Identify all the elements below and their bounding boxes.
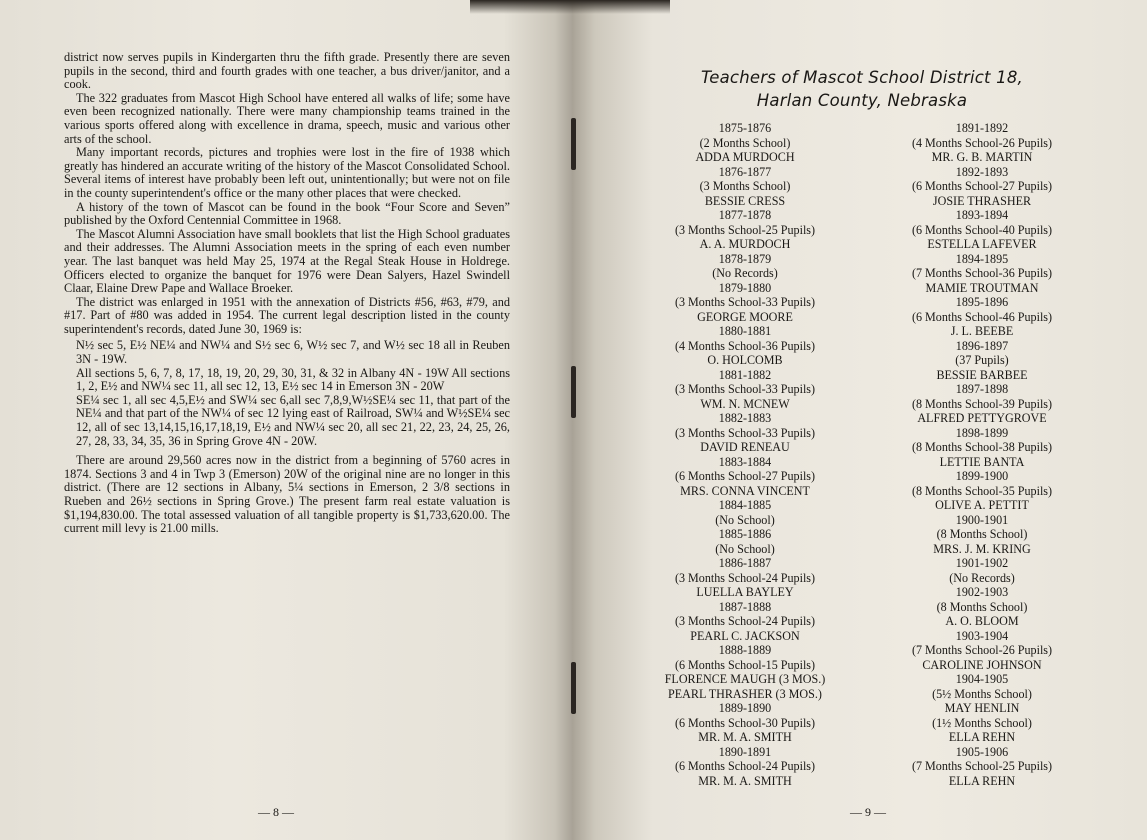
- paragraph: The district was enlarged in 1951 with the annexation of Districts #56, #63, #79, and #17. Part of #80 was added in 1954. The current legal description listed in the county superintendent's records, dated June 30, 1969 is:: [64, 294, 510, 336]
- teacher-entry: [640, 745, 850, 789]
- school-year: 1898-1899: [955, 425, 1009, 440]
- term-note: (6 Months School-27 Pupils): [911, 179, 1053, 193]
- term-note: (No School): [715, 541, 775, 556]
- paragraph: There are around 29,560 acres now in the district from a beginning of 5760 acres in 1874. Sections 3 and 4 in Twp 3 (Emerson) 20W of the original nine are no longer in this district. (There are 12 sections in Albany, 5¼ sections in Emerson, 2 3/8 sections in Rueben and 26½ sections in Spring Grove.) The present farm real estate valuation is $1,194,830.00. The total assessed valuation of all tangible property is $1,733,620.00. The current mill levy is 21.00 mills.: [64, 453, 510, 536]
- teacher-name: O. HOLCOMB: [707, 353, 783, 367]
- teacher-name: MR. M. A. SMITH: [698, 730, 792, 744]
- term-note: (3 Months School-33 Pupils): [674, 382, 816, 396]
- teacher-entry: [862, 295, 1102, 339]
- teacher-entry: [862, 208, 1102, 252]
- school-year: 1900-1901: [955, 512, 1009, 527]
- paragraph: Many important records, pictures and trophies were lost in the fire of 1938 which greatly has hindered an accurate writing of the history of the Mascot Consolidated School. Several items of interest have probably been left out, unintentionally; but were not on file in the county superintendent's office or the many other places that were checked.: [64, 145, 510, 200]
- school-year: 1882-1883: [718, 411, 772, 425]
- teacher-name: LUELLA BAYLEY: [696, 585, 794, 599]
- term-note: (1½ Months School): [932, 715, 1032, 730]
- school-year: 1875-1876: [718, 121, 772, 135]
- school-year: 1878-1879: [718, 251, 772, 266]
- teacher-entry: [862, 165, 1102, 209]
- teacher-entry: [640, 600, 850, 644]
- teacher-name: PEARL C. JACKSON: [690, 628, 800, 643]
- term-note: (3 Months School-33 Pupils): [674, 425, 816, 440]
- school-year: 1877-1878: [718, 208, 772, 222]
- term-note: (3 Months School): [699, 179, 791, 193]
- teacher-entry: [862, 469, 1102, 513]
- page-number: — 9 —: [850, 805, 886, 819]
- teacher-name: JOSIE THRASHER: [932, 193, 1032, 208]
- teacher-name: MAMIE TROUTMAN: [925, 280, 1039, 295]
- teacher-name: WM. N. MCNEW: [700, 396, 790, 411]
- term-note: (8 Months School): [936, 599, 1028, 614]
- teacher-name: ELLA REHN: [948, 773, 1016, 788]
- teacher-entry: [640, 121, 850, 165]
- teacher-name: J. L. BEEBE: [950, 324, 1014, 338]
- legal-line: All sections 5, 6, 7, 8, 17, 18, 19, 20, 29, 30, 31, & 32 in Albany 4N - 19W All sections 1, 2, E½ and NW¼ sec 11, all sec 12, 13, E½ sec 14 in Emerson 3N - 20W: [76, 365, 510, 394]
- term-note: (2 Months School): [699, 135, 791, 150]
- teacher-name: MRS. J. M. KRING: [933, 541, 1031, 556]
- teacher-name: ADDA MURDOCH: [695, 150, 795, 164]
- school-year: 1897-1898: [955, 382, 1009, 396]
- teacher-name: LETTIE BANTA: [939, 454, 1025, 469]
- term-note: (8 Months School): [936, 527, 1028, 541]
- term-note: (8 Months School-39 Pupils): [911, 396, 1053, 411]
- binding-staple: [571, 118, 576, 170]
- teacher-entry: [640, 252, 850, 281]
- term-note: (7 Months School-36 Pupils): [911, 266, 1053, 280]
- school-year: 1901-1902: [955, 556, 1009, 570]
- teacher-name: ESTELLA LAFEVER: [927, 237, 1037, 251]
- paragraph: A history of the town of Mascot can be found in the book “Four Score and Seven” published by the Oxford Centennial Committee in 1968.: [64, 199, 510, 228]
- paragraph: The 322 graduates from Mascot High School have entered all walks of life; some have even been recognized nationally. There were many championship teams trained in the various sports offered along with excellence in drama, speech, music and various other arts of the school.: [64, 90, 510, 146]
- school-year: 1905-1906: [955, 744, 1009, 759]
- teacher-name: PEARL THRASHER (3 MOS.): [668, 686, 822, 701]
- term-note: (8 Months School-35 Pupils): [911, 483, 1053, 498]
- teacher-name: BESSIE CRESS: [704, 193, 786, 208]
- teacher-entry: [640, 411, 850, 455]
- teacher-name: OLIVE A. PETTIT: [935, 498, 1029, 512]
- teacher-entry: [640, 701, 850, 745]
- teacher-entry: [640, 556, 850, 600]
- teacher-entry: [640, 324, 850, 368]
- teacher-name: ALFRED PETTYGROVE: [917, 411, 1047, 425]
- teacher-entry: [640, 643, 850, 701]
- page-number: — 8 —: [258, 805, 294, 819]
- school-year: 1893-1894: [955, 208, 1009, 222]
- teacher-entry: [640, 498, 850, 527]
- teacher-entry: [862, 629, 1102, 673]
- legal-line: SE¼ sec 1, all sec 4,5,E½ and SW¼ sec 6,all sec 7,8,9,W½SE¼ sec 11, that part of the NE¼ and that part of the NW¼ of sec 12 lying east of Railroad, SW¼ and W½SE¼ sec 12, all of sec 13,14,15,16,17,18,19, E½ and NW¼ sec 20, all sec 21, 22, 23, 24, 25, 26, 27, 28, 33, 34, 35, 36 in Spring Grove 4N - 20W.: [76, 392, 510, 448]
- term-note: (No Records): [949, 570, 1015, 585]
- term-note: (6 Months School-24 Pupils): [674, 759, 816, 773]
- school-year: 1895-1896: [955, 295, 1009, 309]
- school-year: 1890-1891: [718, 744, 772, 759]
- term-note: (4 Months School-36 Pupils): [674, 338, 816, 353]
- teacher-column-1: [640, 121, 850, 788]
- school-year: 1885-1886: [718, 527, 772, 541]
- title-line: Harlan County, Nebraska: [756, 91, 968, 110]
- term-note: (7 Months School-26 Pupils): [911, 643, 1053, 657]
- teacher-name: MR. M. A. SMITH: [698, 773, 792, 788]
- teacher-name: A. O. BLOOM: [945, 614, 1019, 628]
- binding-staple: [571, 366, 576, 418]
- paragraph: The Mascot Alumni Association have small booklets that list the High School graduates and their addresses. The Alumni Association meets in the spring of each even number year. The last banquet was held May 25, 1974 at the Regal Steak House in Holdrege. Officers elected to organize the banquet for 1976 were Dean Salyers, Hazel Swindell Claar, Elaine Drew Pape and Wallace Broeker.: [64, 226, 510, 296]
- school-year: 1883-1884: [718, 454, 772, 469]
- school-year: 1888-1889: [718, 643, 772, 657]
- teacher-column-2: [862, 121, 1102, 788]
- legal-description: [64, 339, 510, 448]
- term-note: (4 Months School-26 Pupils): [911, 135, 1053, 150]
- school-year: 1891-1892: [955, 121, 1009, 135]
- teacher-name: BESSIE BARBEE: [936, 367, 1028, 382]
- teacher-name: FLORENCE MAUGH (3 MOS.): [664, 672, 826, 686]
- term-note: (6 Months School-15 Pupils): [674, 657, 816, 672]
- school-year: 1887-1888: [718, 599, 772, 614]
- teacher-entry: [640, 165, 850, 209]
- term-note: (3 Months School-25 Pupils): [674, 222, 816, 237]
- legal-line: N½ sec 5, E½ NE¼ and NW¼ and S½ sec 6, W½ sec 7, and W½ sec 18 all in Reuben 3N - 19W.: [76, 338, 510, 367]
- teacher-name: MR. G. B. MARTIN: [931, 150, 1033, 164]
- teacher-name: A. A. MURDOCH: [699, 237, 791, 251]
- term-note: (37 Pupils): [955, 353, 1009, 367]
- term-note: (No School): [715, 512, 775, 527]
- teacher-name: ELLA REHN: [948, 730, 1016, 744]
- term-note: (5½ Months School): [932, 686, 1032, 701]
- school-year: 1881-1882: [718, 367, 772, 382]
- paragraph: district now serves pupils in Kindergarten thru the fifth grade. Presently there are seven pupils in the second, third and fourth grades with one teacher, a bus driver/janitor, and a cook.: [64, 50, 510, 92]
- teacher-name: DAVID RENEAU: [700, 440, 790, 454]
- teacher-entry: [640, 527, 850, 556]
- binding-shadow: [470, 0, 670, 14]
- teacher-entry: [640, 368, 850, 412]
- left-page-text: [64, 51, 510, 536]
- school-year: 1899-1900: [955, 469, 1009, 483]
- term-note: (6 Months School-30 Pupils): [674, 715, 816, 730]
- school-year: 1896-1897: [955, 338, 1009, 353]
- school-year: 1904-1905: [955, 672, 1009, 686]
- page-title: [682, 66, 1042, 112]
- left-page: [0, 0, 572, 840]
- school-year: 1902-1903: [955, 585, 1009, 599]
- school-year: 1879-1880: [718, 280, 772, 295]
- teacher-entry: [862, 252, 1102, 296]
- term-note: (3 Months School-33 Pupils): [674, 295, 816, 309]
- teacher-entry: [862, 672, 1102, 745]
- teacher-entry: [862, 585, 1102, 629]
- right-page: [572, 0, 1147, 840]
- term-note: (6 Months School-40 Pupils): [911, 222, 1053, 237]
- school-year: 1884-1885: [718, 498, 772, 512]
- teacher-entry: [862, 745, 1102, 789]
- teacher-entry: [862, 556, 1102, 585]
- binding-staple: [571, 662, 576, 714]
- school-year: 1876-1877: [718, 164, 772, 179]
- teacher-entry: [862, 513, 1102, 557]
- teacher-entry: [640, 208, 850, 252]
- teacher-entry: [862, 339, 1102, 383]
- term-note: (7 Months School-25 Pupils): [911, 759, 1053, 773]
- title-line: Teachers of Mascot School District 18,: [701, 68, 1023, 87]
- school-year: 1892-1893: [955, 164, 1009, 179]
- school-year: 1880-1881: [718, 324, 772, 338]
- teacher-entry: [862, 121, 1102, 165]
- school-year: 1903-1904: [955, 628, 1009, 643]
- teacher-name: MRS. CONNA VINCENT: [680, 483, 810, 498]
- term-note: (6 Months School-27 Pupils): [674, 469, 816, 483]
- teacher-name: CAROLINE JOHNSON: [922, 657, 1042, 672]
- term-note: (8 Months School-38 Pupils): [911, 440, 1053, 454]
- teacher-name: GEORGE MOORE: [697, 309, 793, 324]
- teacher-entry: [640, 281, 850, 325]
- teacher-name: MAY HENLIN: [944, 701, 1020, 715]
- school-year: 1889-1890: [718, 701, 772, 715]
- term-note: (6 Months School-46 Pupils): [911, 309, 1053, 324]
- teacher-entry: [862, 382, 1102, 426]
- teacher-entry: [862, 426, 1102, 470]
- teacher-entry: [640, 455, 850, 499]
- term-note: (No Records): [712, 266, 778, 280]
- term-note: (3 Months School-24 Pupils): [674, 614, 816, 628]
- school-year: 1886-1887: [718, 556, 772, 570]
- term-note: (3 Months School-24 Pupils): [674, 570, 816, 585]
- school-year: 1894-1895: [955, 251, 1009, 266]
